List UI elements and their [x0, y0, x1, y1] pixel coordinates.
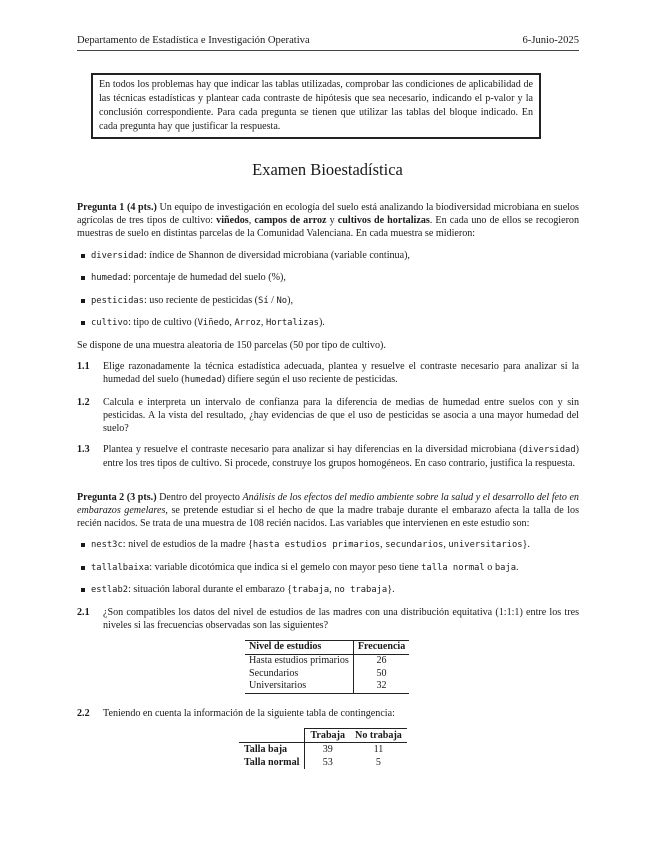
education-frequency-table: [245, 640, 409, 693]
subquestion-number: 1.1: [77, 361, 90, 373]
text-part: Plantea y resuelve el contraste necesario para analizar si hay diferencias en la diversidad microbiana (: [103, 444, 523, 456]
variable-code: diversidad: [522, 445, 576, 456]
subquestion-text: [103, 443, 579, 470]
variable-option: No: [276, 295, 288, 306]
variable-option: trabaja: [292, 585, 330, 596]
exam-date: 6-Junio-2025: [522, 35, 579, 46]
subquestion-2-2: [77, 707, 579, 720]
variable-desc-end: .: [516, 561, 519, 573]
variable-desc: : tipo de cultivo (: [128, 317, 198, 329]
variable-desc: : índice de Shannon de diversidad microbiana (variable continua),: [143, 249, 410, 261]
text-part: Calcula e interpreta un intervalo de confianza para la diferencia de medias de humedad entre suelos con y sin pesticidas. A la vista del resultado, ¿hay evidencias de que el uso de pesticidas se asocia a una mayor humedad del suelo?: [103, 396, 579, 434]
question-2-intro-text: Dentro del proyecto: [156, 491, 243, 503]
question-1-intro-text: Un equipo de investigación en ecología del suelo está analizando la biodiversidad microbiana en suelos agrícolas de tres tipos de cultivo:: [77, 202, 579, 227]
variable-option: no trabaja: [334, 585, 388, 596]
question-2-intro-text-2: , se pretende estudiar si el hecho de que la madre trabaje durante el embarazo afecta la talla de los recién nacidos. Se trata de una muestra de 108 recién nacidos. Las variables que intervienen en este estudio son:: [77, 504, 580, 530]
variable-code: pesticidas: [91, 295, 144, 306]
table-cell: Universitarios: [245, 680, 353, 693]
separator: ,: [260, 317, 266, 329]
spacer: [77, 694, 579, 707]
subquestion-2-1: [77, 606, 579, 632]
variable-item: [91, 561, 579, 575]
sample-description: Se dispone de una muestra aleatoria de 150 parcelas (50 por tipo de cultivo).: [77, 339, 386, 351]
variable-item: [91, 294, 579, 308]
variable-code: nest3c: [91, 540, 123, 551]
variable-desc-end: }.: [387, 584, 395, 596]
instructions-box: [91, 73, 541, 139]
variable-option: Sí: [258, 295, 269, 306]
subquestion-text: [103, 360, 579, 387]
variable-desc-end: ).: [318, 317, 325, 329]
table-cell: 11: [373, 743, 384, 755]
subquestion-1-3: [77, 443, 579, 470]
question-1-intro-text-2: . En cada uno de ellos se recogieron muestras de suelo en distintas parcelas de la Comunidad Valenciana. En cada muestra se midieron:: [77, 215, 580, 240]
question-1-heading: Pregunta 1 (4 pts.): [77, 202, 157, 213]
subquestion-text: [103, 396, 579, 436]
table-header-row: [239, 728, 407, 742]
table-row: [239, 756, 407, 769]
subquestion-text: ¿Son compatibles los datos del nivel de estudios de las madres con una distribución equitativa (1:1:1) entre los tres niveles si las frecuencias observadas son las siguientes?: [103, 607, 579, 632]
header-rule: [77, 50, 579, 51]
separator: ,: [443, 539, 449, 551]
question-2-variables: [77, 538, 579, 597]
column-header: Frecuencia: [353, 641, 409, 655]
variable-desc-end: ),: [287, 294, 293, 306]
variable-option: Hortalizas: [265, 318, 319, 329]
subquestion-number: 2.1: [77, 607, 90, 618]
variable-option: baja: [494, 562, 516, 573]
table-cell: 32: [353, 680, 409, 693]
table-cell: 26: [376, 655, 387, 666]
separator: o: [484, 561, 495, 573]
table-cell: 5: [375, 756, 381, 768]
crop-rice: campos de arroz: [254, 215, 327, 227]
column-header: No trabaja: [350, 728, 407, 742]
separator: ,: [248, 215, 255, 227]
variable-code: humedad: [184, 375, 222, 386]
variable-option: universitarios: [448, 540, 523, 551]
variable-item: [91, 316, 579, 330]
variable-item: [91, 249, 579, 263]
table-row: [239, 742, 407, 756]
exam-body: [77, 201, 579, 769]
table-cell: 39: [322, 743, 333, 755]
separator: /: [268, 294, 277, 306]
spacer: [77, 479, 579, 491]
row-label: Talla normal: [239, 756, 305, 769]
table-cell: 53: [322, 756, 333, 768]
question-2-heading: Pregunta 2 (3 pts.): [77, 491, 157, 503]
text-part: ) entre los tres tipos de cultivo. Si procede, construye los grupos homogéneos. En caso contrario, justifica la respuesta.: [103, 444, 579, 470]
variable-option: Viñedo: [197, 318, 230, 329]
table-cell: 50: [376, 667, 387, 679]
variable-desc: : variable dicotómica que indica si el gemelo con mayor peso tiene: [149, 561, 422, 573]
subquestion-number: 2.2: [77, 707, 90, 719]
variable-item: [91, 271, 579, 285]
variable-code: humedad: [91, 273, 129, 284]
subquestion-number: 1.3: [77, 444, 90, 456]
separator: y: [326, 215, 338, 227]
subquestion-1-1: [77, 360, 579, 387]
variable-code: cultivo: [91, 318, 129, 329]
column-header: Trabaja: [305, 728, 350, 742]
variable-option: talla normal: [421, 562, 485, 573]
variable-desc-end: }.: [522, 539, 530, 551]
table-header-row: [245, 641, 409, 655]
column-header: [239, 728, 305, 742]
variable-option: hasta estudios primarios: [252, 540, 381, 551]
instructions-text: En todos los problemas hay que indicar las tablas utilizadas, comprobar las condiciones de aplicabilidad de las técnicas estadísticas y plantear cada contraste de hipótesis que sea necesario, indicando el p-valor y la conclusión correspondiente. Para cada pregunta se tienen que utilizar las tablas del bloque indicado. En cada pregunta hay que justificar la respuesta.: [99, 79, 533, 132]
variable-desc: : situación laboral durante el embarazo {: [128, 584, 293, 596]
subquestion-text: Teniendo en cuenta la información de la siguiente tabla de contingencia:: [103, 707, 395, 719]
page-header: [77, 35, 579, 46]
table-cell: Secundarios: [245, 668, 353, 681]
variable-option: secundarios: [385, 540, 444, 551]
question-2-intro: [77, 491, 579, 531]
variable-item: [91, 538, 579, 552]
variable-code: diversidad: [91, 250, 144, 261]
row-label: Talla baja: [239, 742, 305, 756]
separator: ,: [229, 317, 235, 329]
variable-option: Arroz: [234, 318, 261, 329]
exam-title: Examen Bioestadística: [252, 160, 403, 179]
variable-code: tallalbaixa: [91, 562, 150, 573]
table-row: [245, 655, 409, 668]
contingency-table: [239, 728, 407, 769]
variable-desc: : uso reciente de pesticidas (: [143, 294, 259, 306]
subquestion-1-2: [77, 396, 579, 436]
variable-code: estlab2: [91, 585, 129, 596]
crop-vegetables: cultivos de hortalizas: [337, 215, 430, 227]
subquestion-number: 1.2: [77, 396, 90, 408]
separator: ,: [380, 539, 386, 551]
separator: ,: [329, 584, 335, 596]
project-title: Análisis de los efectos del medio ambiente sobre la salud y el desarrollo del feto en embarazos gemelares: [77, 491, 579, 516]
text-part: Elige razonadamente la técnica estadística adecuada, plantea y resuelve el contraste necesario para analizar si la humedad del suelo (: [103, 361, 579, 386]
table-row: [245, 668, 409, 681]
crop-vineyards: viñedos: [216, 215, 249, 227]
variable-desc: : porcentaje de humedad del suelo (%),: [128, 272, 286, 284]
question-1-intro: [77, 201, 579, 241]
table-cell: Hasta estudios primarios: [245, 655, 353, 668]
text-part: ) difiere según el uso reciente de pesticidas.: [221, 374, 398, 386]
table-row: [245, 680, 409, 693]
variable-item: [91, 583, 579, 597]
variable-desc: : nivel de estudios de la madre {: [122, 539, 253, 551]
spacer: [77, 352, 579, 360]
department-name: Departamento de Estadística e Investigación Operativa: [77, 35, 310, 46]
question-1-variables: [77, 249, 579, 331]
column-header: Nivel de estudios: [245, 641, 353, 655]
